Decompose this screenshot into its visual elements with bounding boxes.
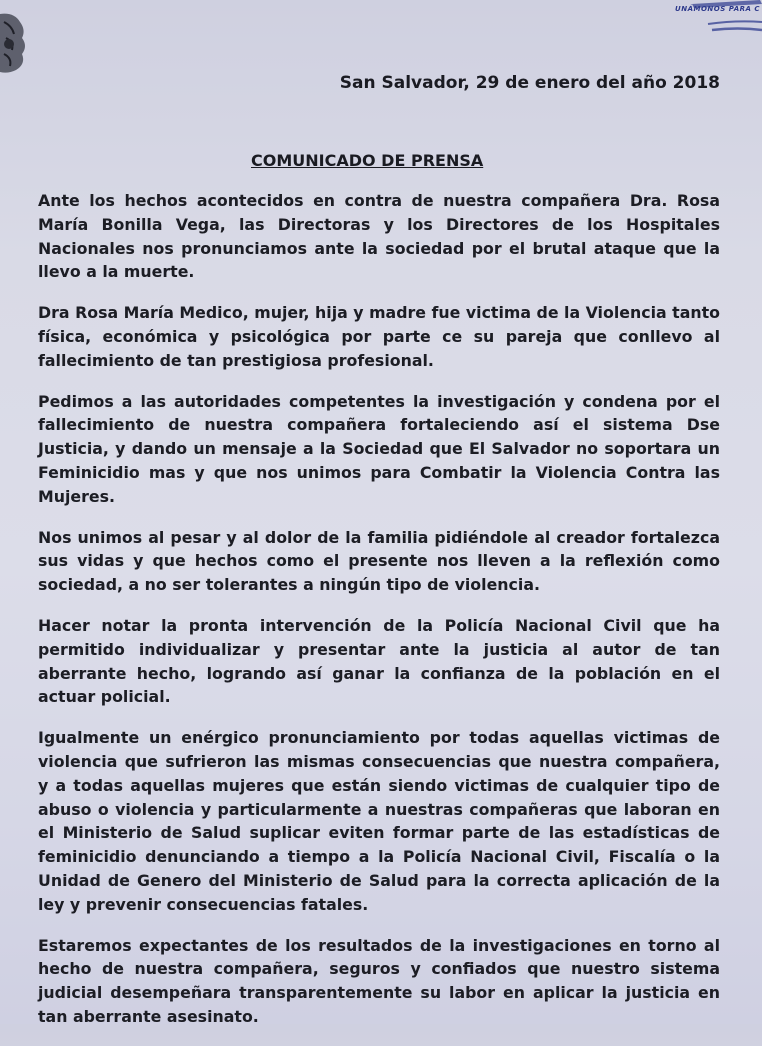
brand-tagline: UNÁMONOS PARA C xyxy=(675,5,760,13)
paragraph: Nos unimos al pesar y al dolor de la familia pidiéndole al creador fortalezca sus vidas y que hechos como el presente nos lleven a la reflexión como sociedad, a no ser tolerantes a ningún tipo de violencia. xyxy=(38,527,720,595)
paragraph: Pedimos a las autoridades competentes la investigación y condena por el fallecimiento de nuestra compañera fortaleciendo así el sistema Dse Justicia, y dando un mensaje a la Sociedad que El Salvador no soportara un Feminicidio mas y que nos unimos para Combatir la Violencia Contra las Mujeres. xyxy=(38,391,720,506)
document-title: COMUNICADO DE PRENSA xyxy=(251,151,484,170)
document-body xyxy=(38,189,720,1046)
date-line: San Salvador, 29 de enero del año 2018 xyxy=(339,73,720,93)
paragraph: Estaremos expectantes de los resultados de la investigaciones en torno al hecho de nuestra compañera, seguros y confiados que nuestro sistema judicial desempeñara transparentemente su labor en aplicar la justicia en tan aberrante asesinato. xyxy=(38,935,720,1026)
coat-of-arms-seal-icon xyxy=(0,8,32,78)
paragraph: Ante los hechos acontecidos en contra de nuestra compañera Dra. Rosa María Bonilla Vega, las Directoras y los Directores de los Hospitales Nacionales nos pronunciamos ante la sociedad por el brutal ataque que la llevo a la muerte. xyxy=(38,191,720,282)
paragraph: Dra Rosa María Medico, mujer, hija y madre fue victima de la Violencia tanto física, económica y psicológica por parte ce su pareja que conllevo al fallecimiento de tan prestigiosa profesional. xyxy=(38,303,721,370)
paragraph: Hacer notar la pronta intervención de la Policía Nacional Civil que ha permitido individualizar y presentar ante la justicia al autor de tan aberrante hecho, logrando así ganar la confianza de la población en el actuar policial. xyxy=(38,615,720,707)
paragraph: Igualmente un enérgico pronunciamiento por todas aquellas victimas de violencia que sufrieron las mismas consecuencias que nuestra compañera, y a todas aquellas mujeres que están siendo victimas de cualquier tipo de abuso o violencia y particularmente a nuestras compañeras que laboran en el Ministerio de Salud suplicar eviten formar parte de las estadísticas de feminicidio denunciando a tiempo a la Policía Nacional Civil, Fiscalía o la Unidad de Genero del Ministerio de Salud para la correcta aplicación de la ley y prevenir consecuencias fatales. xyxy=(38,728,720,914)
ministry-logo xyxy=(652,0,762,40)
